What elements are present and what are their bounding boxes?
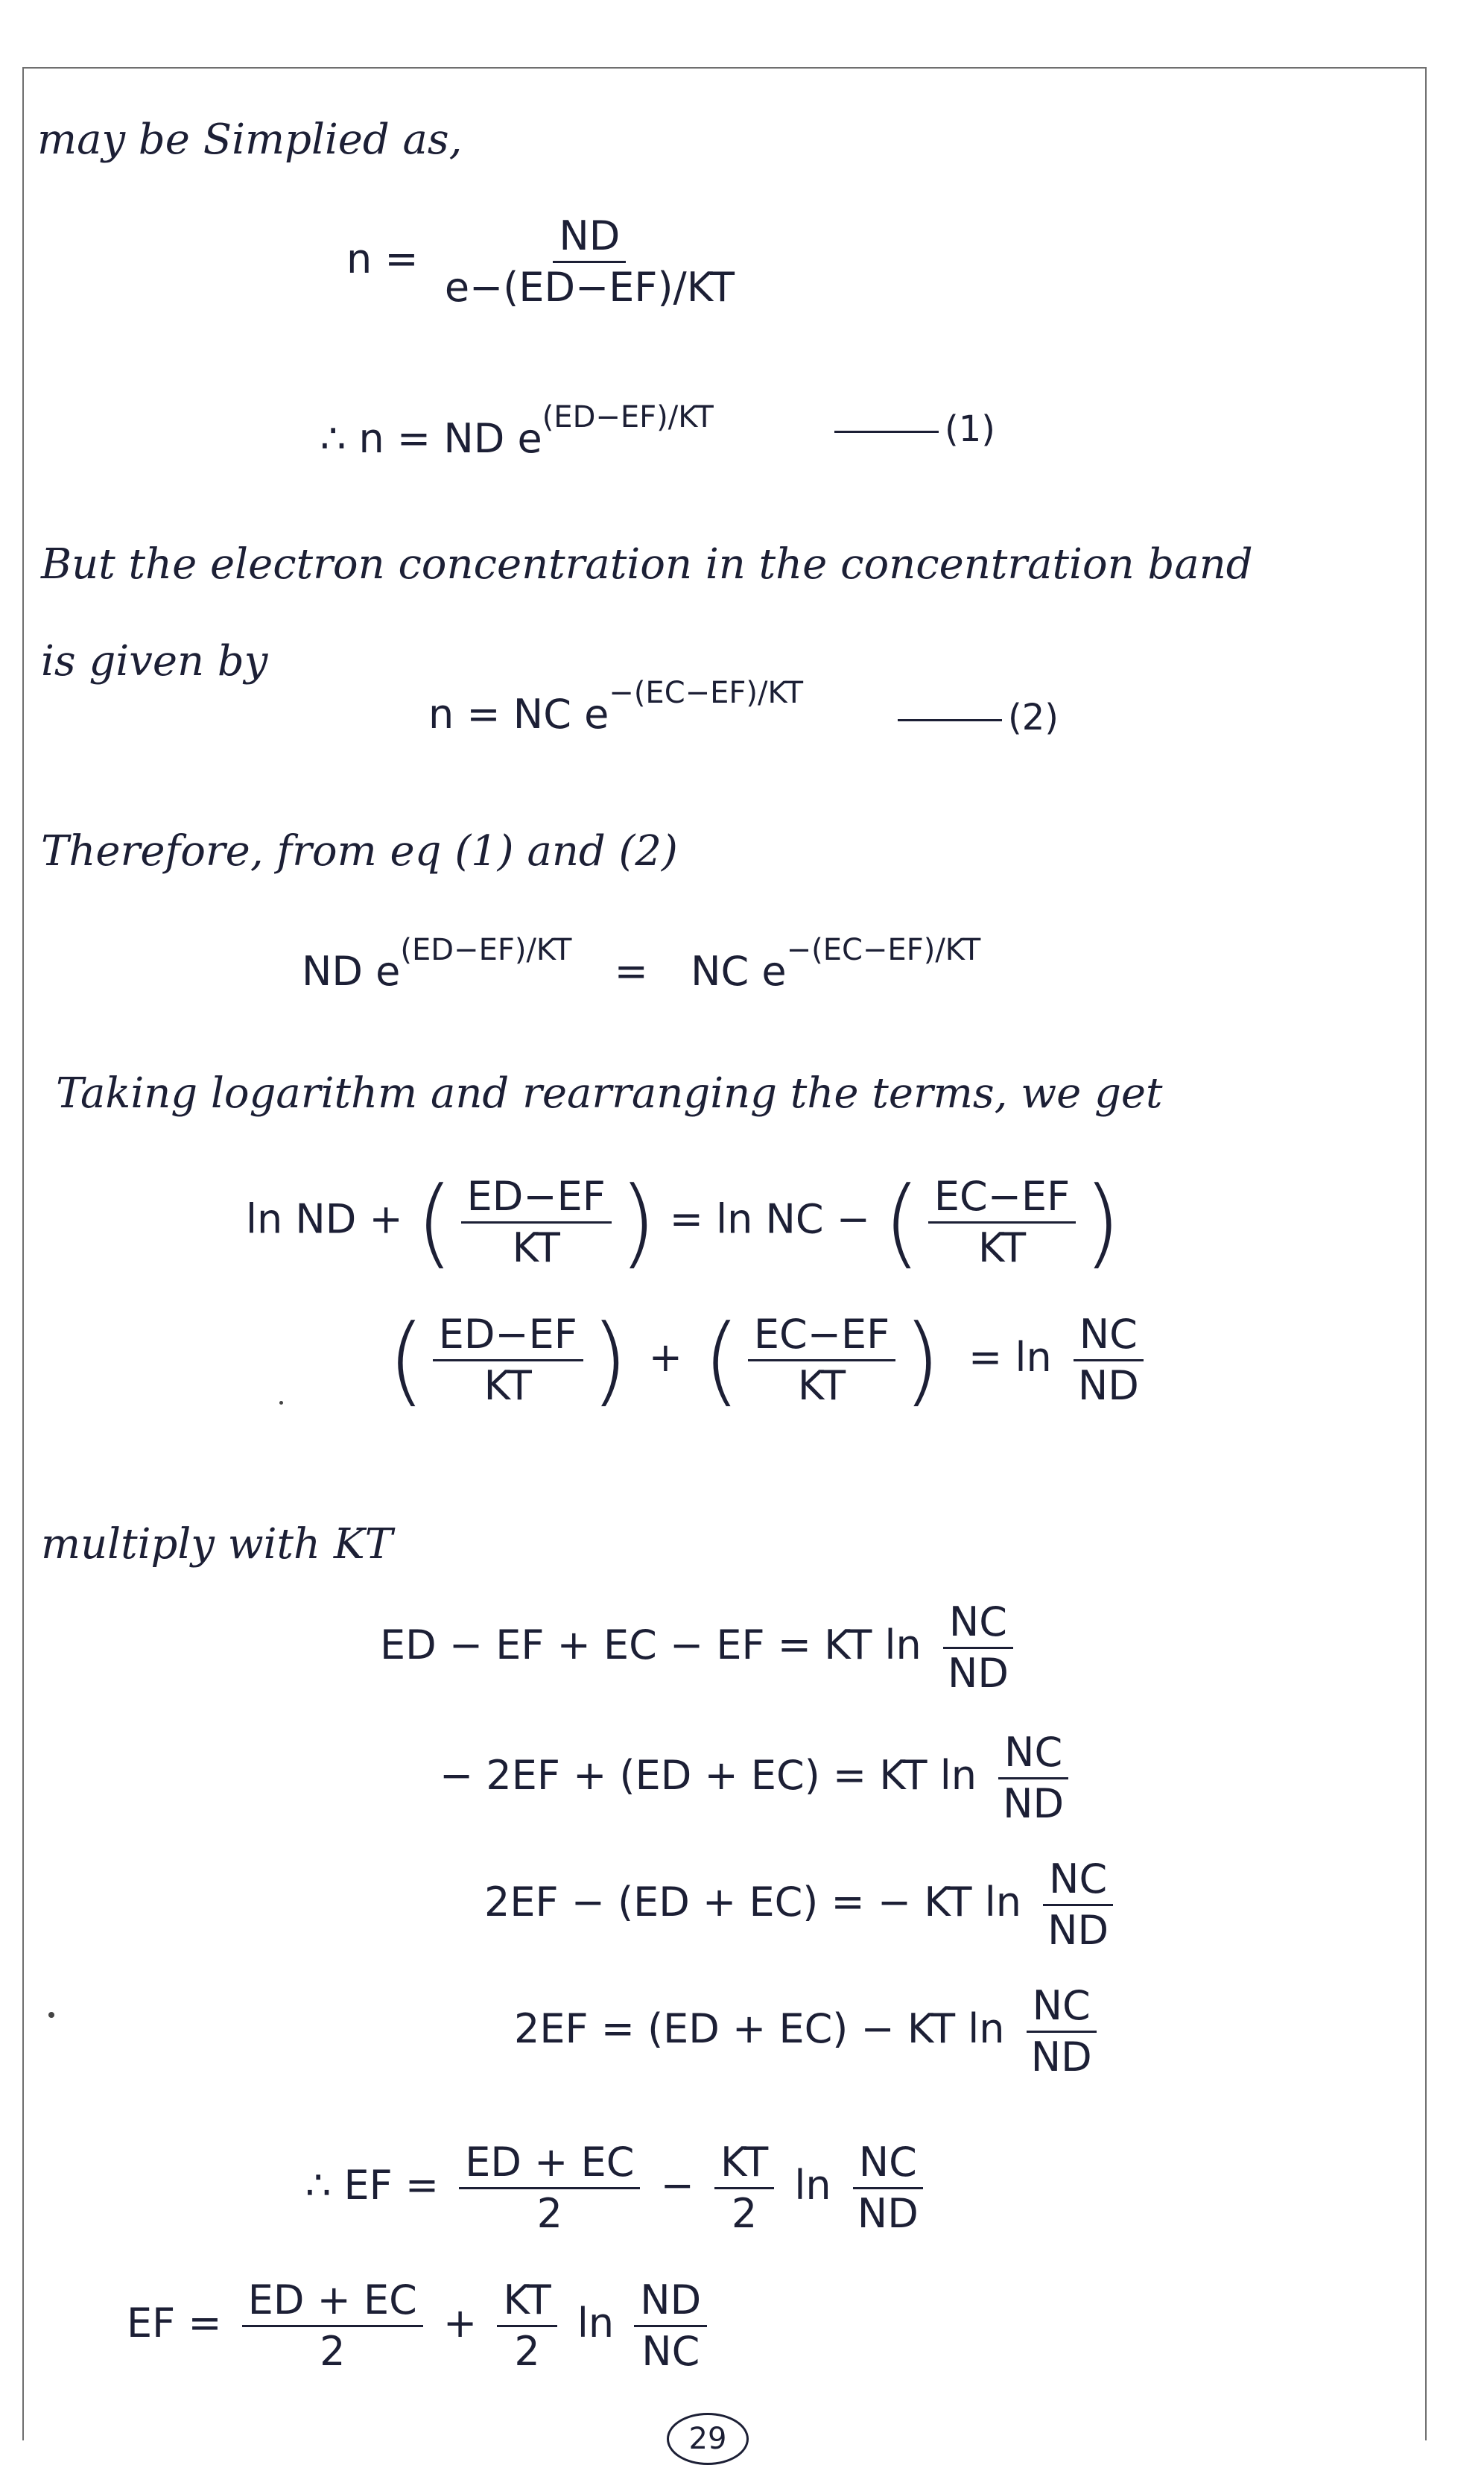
eq-k-fraction-3	[852, 2139, 925, 2237]
paper-dot	[279, 1401, 283, 1405]
eq-b-label: (1)	[945, 408, 995, 450]
eq-j-num: NC	[1027, 1986, 1097, 2033]
paren-open: (	[883, 1165, 921, 1279]
eq-h-num: NC	[998, 1733, 1068, 1779]
eq-l-den-2: 2	[514, 2328, 540, 2375]
equation-1	[320, 400, 714, 462]
eq-f-num-2: EC−EF	[748, 1314, 895, 1361]
eq-i-num: NC	[1043, 1859, 1113, 1906]
eq-l-num-3: ND	[634, 2280, 707, 2327]
eq-a-numerator: ND	[553, 216, 626, 263]
equation-2	[428, 676, 804, 738]
text-line-given-by: is given by	[41, 637, 268, 686]
equation-negated	[484, 1855, 1122, 1954]
eq-g-num: NC	[943, 1602, 1013, 1649]
eq-h-lhs: − 2EF + (ED + EC) = KT ln	[440, 1752, 977, 1800]
eq-d-left-exponent: (ED−EF)/KT	[400, 933, 572, 967]
eq-i-den: ND	[1047, 1907, 1109, 1954]
eq-e-mid: = ln NC −	[669, 1195, 871, 1243]
eq-k-num-3: NC	[853, 2142, 923, 2189]
eq-f-fraction-1	[433, 1310, 583, 1409]
eq-b-exponent: (ED−EF)/KT	[542, 400, 714, 434]
eq-f-fraction-3	[1072, 1310, 1145, 1409]
eq-b-lhs: n = ND e	[358, 415, 542, 462]
eq-e-den-1: KT	[512, 1224, 560, 1271]
eq-l-den-3: NC	[641, 2328, 700, 2375]
eq-g-den: ND	[947, 1650, 1009, 1697]
eq-f-den-3: ND	[1077, 1361, 1139, 1409]
eq-l-fraction-2	[497, 2276, 556, 2375]
eq-a-denominator: e−(ED−EF)/KT	[444, 264, 735, 311]
eq-k-num-1: ED + EC	[459, 2142, 640, 2189]
text-line-electron-concentration: But the electron concentration in the concentration band	[41, 540, 1253, 589]
equation-grouped	[440, 1729, 1077, 1827]
eq-l-fraction-3	[634, 2276, 707, 2375]
eq-l-plus: +	[443, 2300, 478, 2347]
eq-a-fraction	[439, 212, 741, 311]
eq-k-num-2: KT	[714, 2142, 774, 2189]
text-line-logarithm: Taking logarithm and rearranging the terms, we get	[56, 1069, 1163, 1118]
paren-close: )	[590, 1303, 629, 1417]
eq-f-den-2: KT	[797, 1361, 846, 1409]
eq-l-fraction-1	[242, 2276, 423, 2375]
eq-d-equals: =	[614, 948, 648, 995]
text-line-simplified: may be Simplied as,	[37, 116, 463, 164]
text-line-multiply: multiply with KT	[41, 1520, 393, 1569]
eq-d-left: ND e	[302, 948, 401, 995]
eq-l-num-2: KT	[497, 2280, 556, 2327]
eq-k-fraction-1	[459, 2139, 640, 2237]
eq-j-lhs: 2EF = (ED + EC) − KT ln	[514, 2005, 1005, 2053]
eq-a-lhs: n =	[346, 235, 419, 283]
eq-f-num-1: ED−EF	[433, 1314, 583, 1361]
eq-k-den-3: ND	[857, 2190, 919, 2237]
eq-f-plus: +	[648, 1333, 682, 1381]
eq-f-num-3: NC	[1074, 1314, 1144, 1361]
eq-j-fraction	[1025, 1982, 1098, 2080]
paper-dot	[48, 2012, 54, 2018]
equation-n-fraction	[346, 212, 748, 311]
eq-c-exponent: −(EC−EF)/KT	[609, 676, 804, 710]
eq-k-den-1: 2	[536, 2190, 563, 2237]
eq-g-fraction	[942, 1598, 1015, 1697]
eq-l-num-1: ED + EC	[242, 2280, 423, 2327]
equation-equality	[302, 933, 981, 995]
eq-f-fraction-2	[748, 1310, 895, 1409]
eq-i-fraction	[1041, 1855, 1114, 1954]
eq-f-rhs: = ln	[968, 1333, 1052, 1381]
paren-close: )	[903, 1303, 941, 1417]
eq-c-label: (2)	[1008, 697, 1059, 738]
eq-h-den: ND	[1003, 1780, 1065, 1827]
equation-label-1	[834, 408, 995, 450]
eq-c-lhs: n = NC e	[428, 691, 609, 738]
paren-open: (	[387, 1303, 425, 1417]
eq-b-therefore: ∴	[320, 415, 346, 462]
equation-2ef	[514, 1982, 1106, 2080]
eq-i-lhs: 2EF − (ED + EC) = − KT ln	[484, 1879, 1021, 1926]
eq-k-minus: −	[660, 2162, 694, 2209]
eq-k-den-2: 2	[731, 2190, 758, 2237]
eq-h-fraction	[997, 1729, 1070, 1827]
paren-close: )	[1083, 1165, 1121, 1279]
eq-label-line	[898, 719, 1002, 721]
eq-e-num-2: EC−EF	[928, 1177, 1076, 1224]
eq-j-den: ND	[1030, 2034, 1092, 2080]
eq-k-fraction-2	[714, 2139, 774, 2237]
eq-k-lhs: ∴ EF =	[305, 2162, 440, 2209]
eq-d-right-exponent: −(EC−EF)/KT	[786, 933, 981, 967]
eq-l-den-1: 2	[320, 2328, 346, 2375]
eq-k-ln: ln	[794, 2162, 831, 2209]
eq-g-lhs: ED − EF + EC − EF = KT ln	[380, 1621, 922, 1669]
equation-ef	[305, 2139, 932, 2237]
equation-ef-final	[127, 2276, 714, 2375]
equation-label-2	[898, 697, 1059, 738]
eq-e-fraction-2	[928, 1172, 1076, 1271]
eq-l-ln: ln	[577, 2300, 615, 2347]
eq-e-fraction-1	[461, 1172, 612, 1271]
eq-e-num-1: ED−EF	[461, 1177, 612, 1224]
paren-open: (	[703, 1303, 741, 1417]
paren-open: (	[415, 1165, 454, 1279]
equation-sum	[387, 1303, 1152, 1417]
eq-l-lhs: EF =	[127, 2300, 222, 2347]
text-line-therefore: Therefore, from eq (1) and (2)	[41, 827, 678, 876]
eq-f-den-1: KT	[483, 1361, 532, 1409]
eq-e-den-2: KT	[977, 1224, 1027, 1271]
paren-close: )	[618, 1165, 657, 1279]
eq-e-lhs: ln ND +	[246, 1195, 403, 1243]
eq-label-line	[834, 431, 939, 433]
eq-d-right: NC e	[691, 948, 787, 995]
page-number: 29	[667, 2413, 749, 2465]
equation-multiplied	[380, 1598, 1022, 1697]
equation-log	[246, 1165, 1121, 1279]
